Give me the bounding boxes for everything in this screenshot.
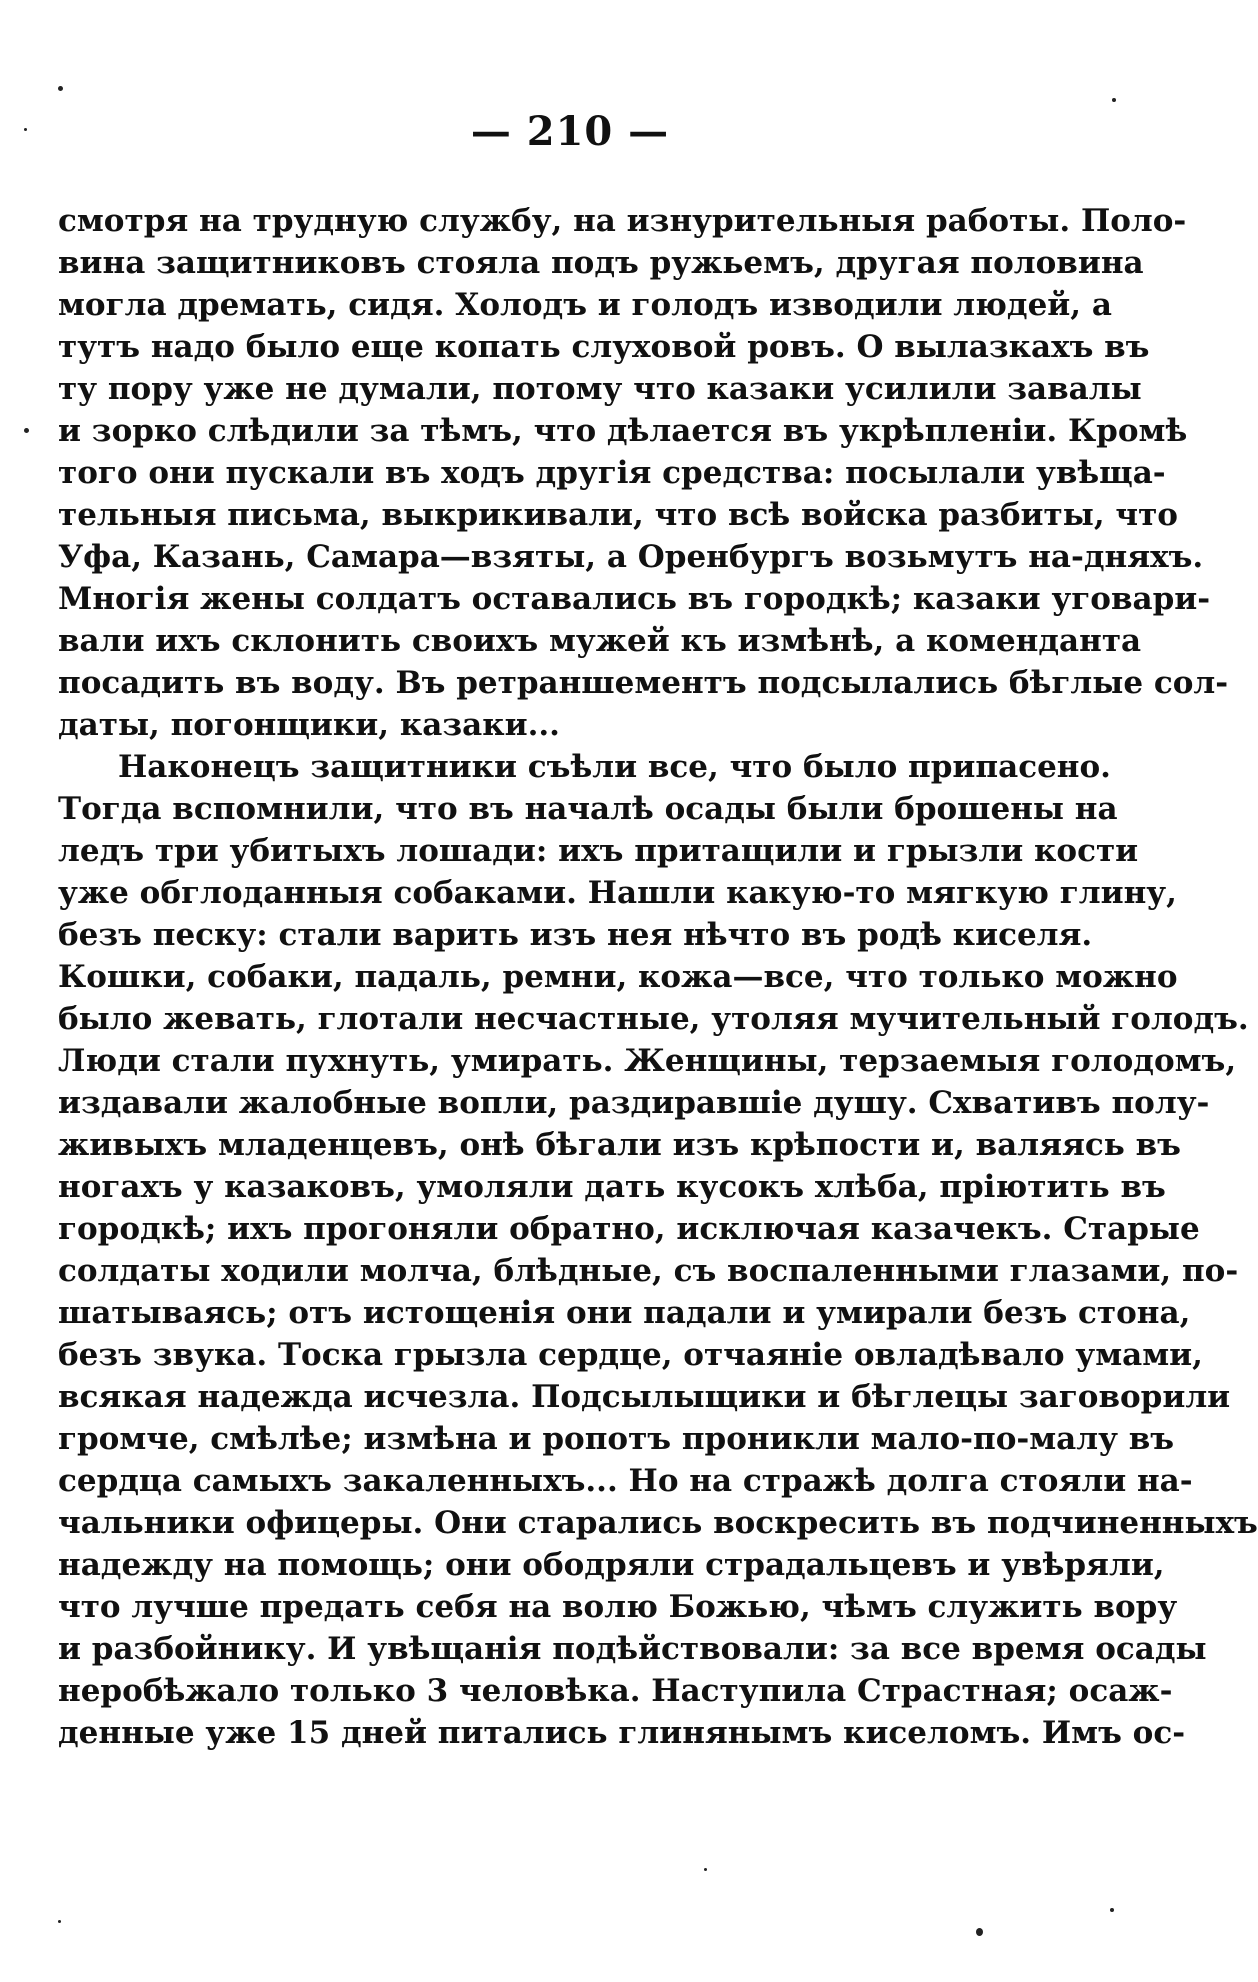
text-line: вали ихъ склонить своихъ мужей къ измѣнѣ, а коменданта	[58, 623, 1142, 659]
page-number: — 210 —	[470, 108, 670, 155]
text-line: могла дремать, сидя. Холодъ и голодъ изводили людей, а	[58, 287, 1112, 323]
text-line: тутъ надо было еще копать слуховой ровъ. О вылазкахъ въ	[58, 329, 1150, 365]
text-line: шатываясь; отъ истощенія они падали и умирали безъ стона,	[58, 1295, 1191, 1331]
text-line: издавали жалобные вопли, раздиравшіе душу. Схвативъ полу-	[58, 1085, 1210, 1121]
paragraph-2	[58, 746, 1258, 1754]
text-line: и разбойнику. И увѣщанія подѣйствовали: за все время осады	[58, 1631, 1207, 1667]
text-line: ногахъ у казаковъ, умоляли дать кусокъ хлѣба, пріютить въ	[58, 1169, 1166, 1205]
text-line: что лучше предать себя на волю Божью, чѣмъ служить вору	[58, 1589, 1178, 1625]
text-line: Кошки, собаки, падаль, ремни, кожа—все, что только можно	[58, 959, 1178, 995]
text-line: Тогда вспомнили, что въ началѣ осады были брошены на	[58, 791, 1118, 827]
text-line: безъ звука. Тоска грызла сердце, отчаяніе овладѣвало умами,	[58, 1337, 1203, 1373]
text-line: надежду на помощь; они ободряли страдальцевъ и увѣряли,	[58, 1547, 1165, 1583]
scan-speck	[704, 1868, 707, 1871]
text-line: вина защитниковъ стояла подъ ружьемъ, другая половина	[58, 245, 1144, 281]
scan-speck	[976, 1928, 983, 1936]
text-line: сердца самыхъ закаленныхъ... Но на стражѣ долга стояли на-	[58, 1463, 1193, 1499]
text-line: всякая надежда исчезла. Подсылыщики и бѣглецы заговорили	[58, 1379, 1231, 1415]
scan-speck	[58, 1920, 61, 1923]
text-line: денные уже 15 дней питались глинянымъ киселомъ. Имъ ос-	[58, 1715, 1186, 1751]
text-line: даты, погонщики, казаки...	[58, 707, 560, 743]
text-line: было жевать, глотали несчастные, утоляя мучительный голодъ.	[58, 1001, 1249, 1037]
paragraph-1	[58, 200, 1229, 746]
text-line: чальники офицеры. Они старались воскресить въ подчиненныхъ	[58, 1505, 1258, 1541]
text-line: ту пору уже не думали, потому что казаки усилили завалы	[58, 371, 1142, 407]
body-text	[58, 200, 1258, 1754]
text-line: городкѣ; ихъ прогоняли обратно, исключая казачекъ. Старые	[58, 1211, 1200, 1247]
text-line: смотря на трудную службу, на изнурительныя работы. Поло-	[58, 203, 1187, 239]
text-line: тельныя письма, выкрикивали, что всѣ войска разбиты, что	[58, 497, 1178, 533]
text-line: неробѣжало только 3 человѣка. Наступила Страстная; осаж-	[58, 1673, 1173, 1709]
scan-speck	[24, 128, 27, 131]
text-line: Люди стали пухнуть, умирать. Женщины, терзаемыя голодомъ,	[58, 1043, 1237, 1079]
text-line: того они пускали въ ходъ другія средства: посылали увѣща-	[58, 455, 1166, 491]
text-line: Многія жены солдатъ оставались въ городкѣ; казаки уговари-	[58, 581, 1211, 617]
text-line: Наконецъ защитники съѣли все, что было припасено.	[118, 749, 1111, 785]
text-line: Уфа, Казань, Самара—взяты, а Оренбургъ возьмутъ на-дняхъ.	[58, 539, 1204, 575]
text-line: уже обглоданныя собаками. Нашли какую-то мягкую глину,	[58, 875, 1177, 911]
scan-speck	[58, 86, 63, 91]
scan-speck	[1112, 98, 1116, 102]
text-line: громче, смѣлѣе; измѣна и ропотъ проникли мало-по-малу въ	[58, 1421, 1175, 1457]
scan-speck	[1110, 1908, 1114, 1912]
text-line: безъ песку: стали варить изъ нея нѣчто въ родѣ киселя.	[58, 917, 1093, 953]
text-line: посадить въ воду. Въ ретраншементъ подсылались бѣглые сол-	[58, 665, 1229, 701]
scan-speck	[24, 428, 29, 433]
text-line: живыхъ младенцевъ, онѣ бѣгали изъ крѣпости и, валяясь въ	[58, 1127, 1181, 1163]
text-line: солдаты ходили молча, блѣдные, съ воспаленными глазами, по-	[58, 1253, 1239, 1289]
text-line: и зорко слѣдили за тѣмъ, что дѣлается въ укрѣпленіи. Кромѣ	[58, 413, 1188, 449]
text-line: ледъ три убитыхъ лошади: ихъ притащили и грызли кости	[58, 833, 1139, 869]
